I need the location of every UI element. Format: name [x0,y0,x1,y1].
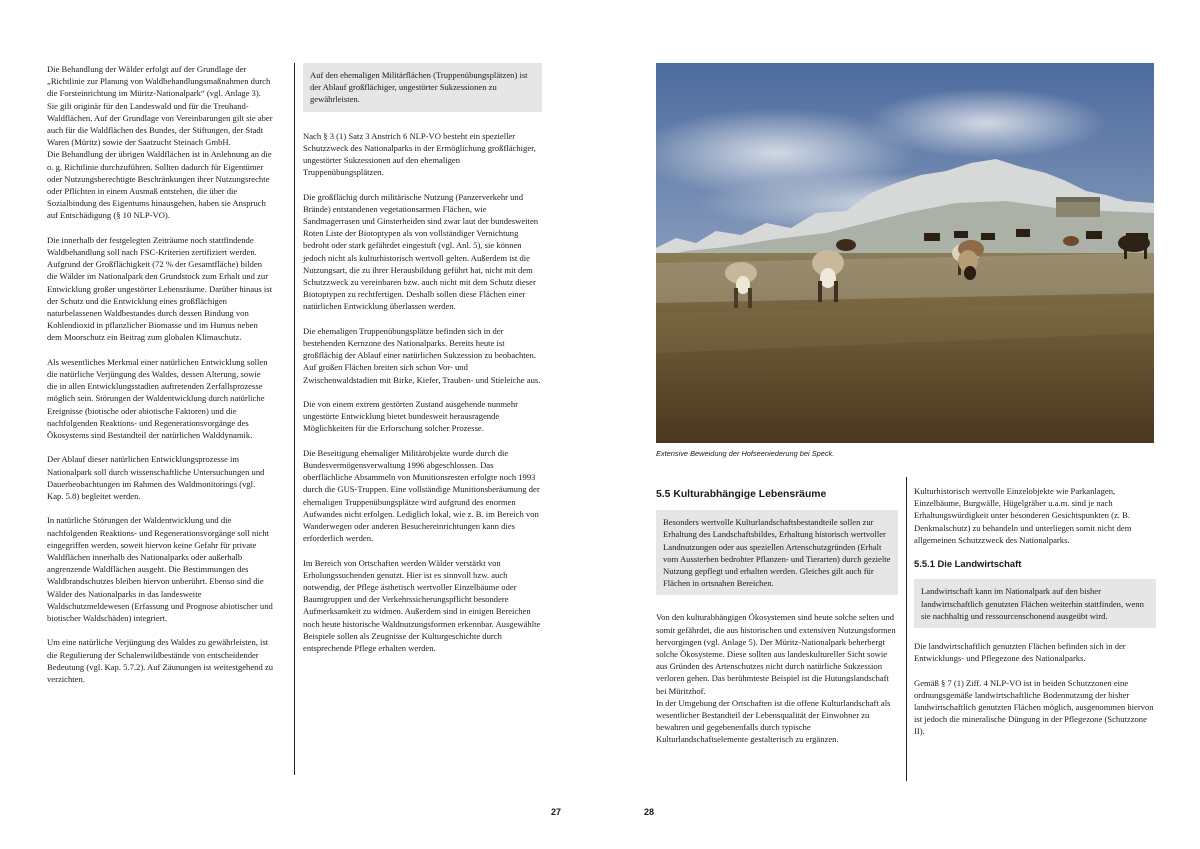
paragraph: Um eine natürliche Verjüngung des Waldes zu gewährleisten, ist die Regulierung der Schalenwildbestände von entscheidender Bedeutung (vgl. Kap. 5.7.2). Auf Zäunungen ist weitestgehend zu verzichten. [47,637,274,685]
highlight-box: Landwirtschaft kann im Nationalpark auf den bisher landwirtschaftlich genutzten Flächen weiterhin stattfinden, wenn sie nachhaltig und ressourcenschonend ausgeübt wird. [914,579,1156,628]
section-heading: 5.5 Kulturabhängige Lebensräume [656,489,827,500]
paragraph: Im Bereich von Ortschaften werden Wälder verstärkt von Erholungssuchenden genutzt. Hier ist es sinnvoll bzw. auch notwendig, der Pflege ästhetisch wertvoller Einzelbäume oder Baumgruppen und der Verkehrssicherungspflicht besondere Aufmerksamkeit zu widmen. Außerdem sind in einigen Bereichen noch heute historische Waldnutzungsformen erkennbar. Ausgewählte Beispiele sollen als Zeugnisse der Kulturgeschichte durch entsprechende Pflege erhalten werden. [303,557,541,654]
paragraph: Die ehemaligen Truppenübungsplätze befinden sich in der bestehenden Kernzone des Nationalparks. Bereits heute ist großflächig der Ablauf einer natürlichen Sukzession zu beobachten. Auf großen Flächen breiten sich schon Vor- und Zwischenwaldstadien mit Birke, Kiefer, Trauben- und Stieleiche aus. [303,325,541,385]
photo-caption: Extensive Beweidung der Hofseeniederung bei Speck. [656,449,835,458]
paragraph: Die Behandlung der Wälder erfolgt auf der Grundlage der „Richtlinie zur Planung von Waldbehandlungsmaßnahmen durch die Forsteinrichtung im Müritz-Nationalpark“ (vgl. Anlage 3). Sie gilt originär für den Landeswald und für die Treuhand-Waldflächen. Auf der Grundlage von Vereinbarungen gilt sie aber auch für die Waldflächen des Bundes, der Stiftungen, der Stadt Waren (Müritz) sowie der Saatzucht Steinach GmbH. [47,64,273,148]
paragraph: Der Ablauf dieser natürlichen Entwicklungsprozesse im Nationalpark soll durch wissenschaftliche Untersuchungen und Dauerbeobachtungen im Rahmen des Waldmonitorings (vgl. Kap. 5.8) begleitet werden. [47,454,265,502]
page-number-left: 27 [551,807,562,817]
pasture-cattle-image [656,63,1154,443]
paragraph: Von den kulturabhängigen Ökosystemen sind heute solche selten und somit gefährdet, die aus historischen und extensiven Nutzungsformen hervorgingen (vgl. Anlage 5). Der Müritz-Nationalpark beherbergt solche Ökosysteme. Diese sollten aus landeskultureller Sicht sowie aus Gründen des Artenschutzes nicht durch natürliche Sukzession verloren gehen. Das berühmteste Beispiel ist die Hutungslandschaft bei Müritzhof. [656,612,896,696]
paragraph: In natürliche Störungen der Waldentwicklung und die nachfolgenden Reaktions- und Regenerationsvorgänge soll nicht eingegriffen werden, soweit hiervon keine Gefahr für private Waldflächen innerhalb des Nationalparks oder außerhalb angrenzende Waldflächen ausgeht. Die Bestimmungen des Waldbrandschutzes bleiben hiervon unberührt. Ebenso sind die Wälder des Nationalparks in das landesweite Waldschutzmeldewesen (Erfassung und Prognose abiotischer und biotischer Waldschäden) integriert. [47,515,273,624]
paragraph: Die von einem extrem gestörten Zustand ausgehende nunmehr ungestörte Entwicklung bietet bundesweit herausragende Möglichkeiten für die Erforschung solcher Prozesse. [303,399,519,434]
paragraph: Aufgrund der Großflächigkeit (72 % der Gesamtfläche) bilden die Wälder im Nationalpark den Grundstock zum Erhalt und zur Entwicklung großer ungestörter Lebensräume. Darüber hinaus ist der Schutz und die Entwicklung eines großflächigen naturbelassenen Waldbestandes durch dessen Bindung von Kohlendioxid in pflanzlicher Biomasse und im Humus neben dem Moorschutz ein Beitrag zum globalen Klimaschutz. [47,259,273,343]
left-page-column-2 [303,63,542,654]
paragraph: Die großflächig durch militärische Nutzung (Panzerverkehr und Brände) entstandenen vegetationsarmen Flächen, wie Sandmagerrasen und Ginsterheiden sind zwar laut der bundesweiten Roten Liste der Biotoptypen als von vollständiger Vernichtung bedroht oder stark gefährdet eingestuft (vgl. Anl. 5), sie können jedoch nicht als kulturhistorisch wertvoll gelten. Außerdem ist die Nutzungsart, die zu ihrer Herausbildung geführt hat, nicht mit dem Schutzzweck zu vereinbaren bzw. auch nicht mit dem Schutz dieser Biotoptypen zu rechtfertigen. Deshalb sollen diese Flächen einer natürlichen Entwicklung überlassen werden. [303,191,539,312]
paragraph: Als wesentliches Merkmal einer natürlichen Entwicklung sollen die natürliche Verjüngung des Waldes, dessen Alterung, sowie die in allen Entwicklungsstadien auftretenden Zerfallsprozesse möglich sein. Störungen der Waldentwicklung durch natürliche Ereignisse (biotische oder abiotische Faktoren) und die nachfolgenden Reaktions- und Regenerationsvorgänge des Ökosystems sind Bestandteil der natürlichen Walddynamik. [47,356,268,441]
subsection-heading: 5.5.1 Die Landwirtschaft [914,558,1022,570]
paragraph: Die Behandlung der übrigen Waldflächen ist in Anlehnung an die o. g. Richtlinie durchzuführen. Sollten dadurch für Eigentümer oder Nutzungsberechtigte Beschränkungen ihrer Nutzungsrechte oder Pflichten in einem Ausmaß entstehen, die über die Sozialbindung des Eigentums hinausgehen, haben sie Anspruch auf Entschädigung (§ 10 NLP-VO). [47,149,272,221]
left-page-column-1 [47,63,273,685]
paragraph: Gemäß § 7 (1) Ziff. 4 NLP-VO ist in beiden Schutzzonen eine ordnungsgemäße landwirtschaftliche Bodennutzung der bisher landwirtschaftlich genutzten Flächen möglich, ausgenommen hiervon ist jedoch die mineralische Düngung in der Pflegezone (Schutzzone II). [914,677,1154,737]
right-page-column-3 [656,485,898,746]
page-number-right: 28 [644,807,655,817]
paragraph: Die Beseitigung ehemaliger Militärobjekte wurde durch die Bundesvermögensverwaltung 1996 abgeschlossen. Das oberflächliche Absammeln von Munitionsresten erfolgte noch 1993 durch die GUS-Truppen. Eine vollständige Munitionsberäumung der ehemaligen Truppenübungsplätze wird aufgrund des enormen Aufwandes nicht erfolgen. Lediglich lokal, wie z. B. im Bereich von Wanderwegen oder anderen Besuchereinrichtungen kann dies erforderlich werden. [303,447,540,544]
paragraph: Kulturhistorisch wertvolle Einzelobjekte wie Parkanlagen, Einzelbäume, Burgwälle, Hügelgräber u.a.m. sind je nach Erhaltungswürdigkeit unter besonderen Gesichtspunkten (z. B. Denkmalschutz) zu behandeln und unterliegen somit nicht dem allgemeinen Schutzzweck des Nationalparks. [914,486,1132,545]
cow [836,239,856,251]
highlight-box: Auf den ehemaligen Militärflächen (Truppenübungsplätzen) ist der Ablauf großflächiger, ungestörter Sukzessionen zu gewährleisten. [303,63,542,112]
paragraph: Die innerhalb der festgelegten Zeiträume noch stattfindende Waldbehandlung soll nach FSC-Kriterien zertifiziert werden. [47,234,257,258]
paragraph: Nach § 3 (1) Satz 3 Anstrich 6 NLP-VO besteht ein spezieller Schutzzweck des Nationalparks in der Ermöglichung großflächiger, ungestörter Sukzessionen auf den ehemaligen Truppenübungsplätzen. [303,130,536,178]
right-page-column-4 [914,485,1156,738]
landscape-photo [656,63,1154,443]
highlight-box: Besonders wertvolle Kulturlandschaftsbestandteile sollen zur Erhaltung des Landschaftsbildes, Erhaltung historisch wertvoller Landnutzungen oder aus speziellen Artenschutzgründen (Erhalt vom Aussterben bedrohter Pflanzen- und Tierarten) durch gezielte Nutzung gepflegt und erhalten werden. Gleiches gilt auch für Flächen in ortsnahen Bereichen. [656,510,898,595]
column-divider [906,477,907,781]
cow [1063,236,1079,246]
cow [964,266,976,280]
paragraph: In der Umgebung der Ortschaften ist die offene Kulturlandschaft als wesentlicher Bestandteil der Lebensqualität der Einwohner zu bewahren und gegebenenfalls durch typische Kulturlandschaftselemente gestalterisch zu ergänzen. [656,697,891,745]
column-divider [294,63,295,775]
paragraph: Die landwirtschaftlich genutzten Flächen befinden sich in der Entwicklungs- und Pflegezone des Nationalparks. [914,641,1126,664]
